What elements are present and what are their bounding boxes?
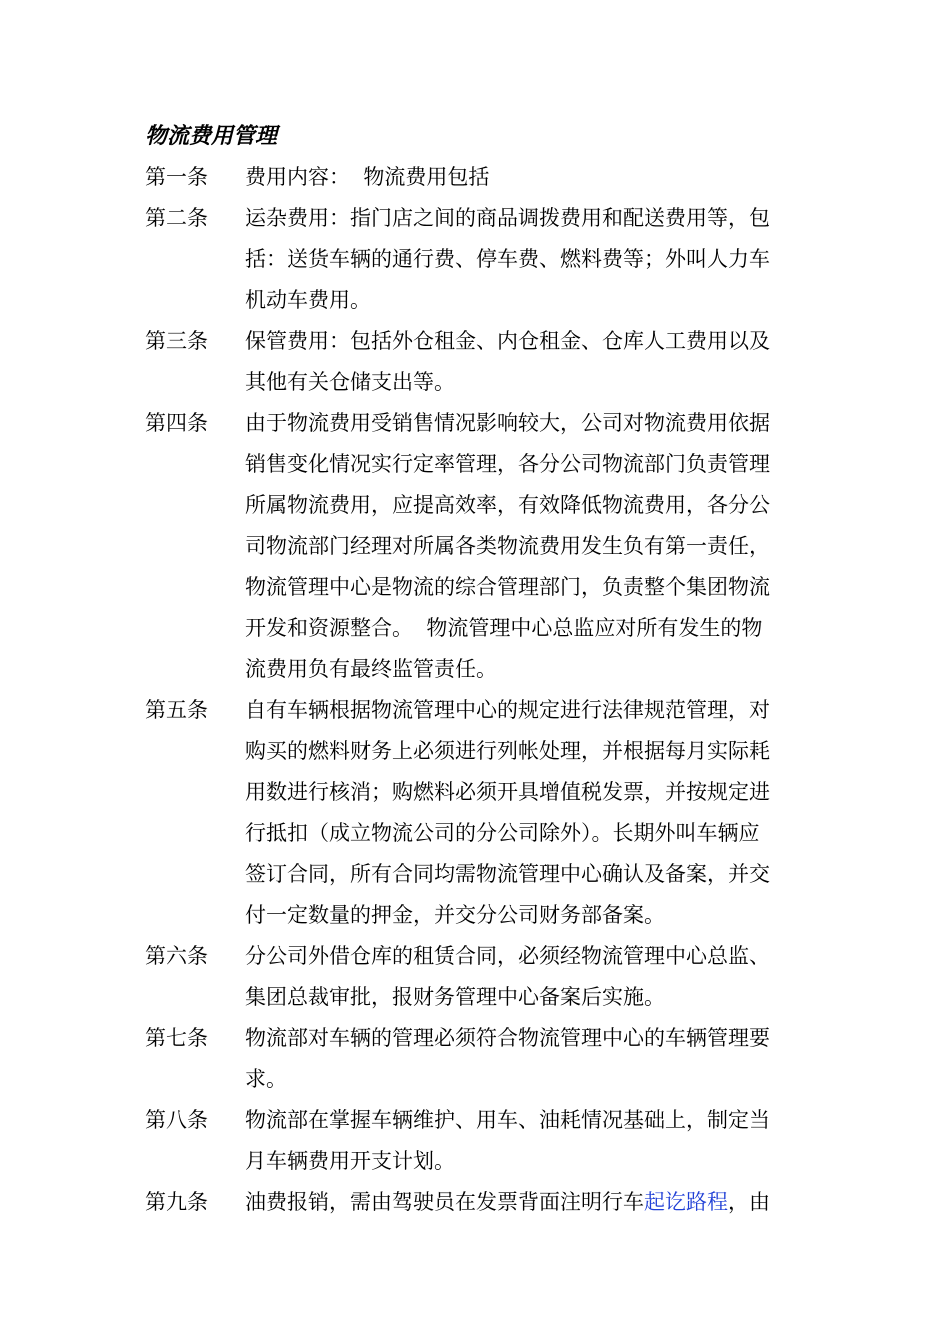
- article-number: 第六条: [145, 944, 208, 968]
- article-line: 用数进行核消；购燃料必须开具增值税发票，并按规定进: [245, 780, 770, 804]
- article-7: [145, 1018, 815, 1100]
- article-line: 销售变化情况实行定率管理，各分公司物流部门负责管理: [245, 452, 770, 476]
- article-line: 求。: [245, 1067, 287, 1091]
- article-line: 自有车辆根据物流管理中心的规定进行法律规范管理，对: [245, 698, 770, 722]
- article-line: 运杂费用：指门店之间的商品调拨费用和配送费用等，包: [245, 206, 770, 230]
- article-line: 购买的燃料财务上必须进行列帐处理，并根据每月实际耗: [245, 739, 770, 763]
- article-line: 分公司外借仓库的租赁合同，必须经物流管理中心总监、: [245, 944, 770, 968]
- article-line: 物流管理中心是物流的综合管理部门，负责整个集团物流: [245, 575, 770, 599]
- article-number: 第二条: [145, 206, 208, 230]
- article-line: 括：送货车辆的通行费、停车费、燃料费等；外叫人力车: [245, 247, 770, 271]
- article-line: 流费用负有最终监管责任。: [245, 657, 497, 681]
- article-number: 第一条: [145, 165, 208, 189]
- article-line: 开发和资源整合。 物流管理中心总监应对所有发生的物: [245, 616, 763, 640]
- article-line: 费用内容： 物流费用包括: [245, 165, 490, 189]
- route-link[interactable]: 起讫路程: [644, 1190, 728, 1214]
- article-body: [245, 321, 805, 403]
- article-1: [145, 157, 815, 198]
- article-line: 所属物流费用，应提高效率，有效降低物流费用，各分公: [245, 493, 770, 517]
- article-body: [245, 1018, 805, 1100]
- article-9: [145, 1182, 815, 1223]
- article-body: [245, 198, 805, 321]
- article-number: 第四条: [145, 411, 208, 435]
- article-2: [145, 198, 815, 321]
- article-line: 其他有关仓储支出等。: [245, 370, 455, 394]
- article-line: 付一定数量的押金，并交分公司财务部备案。: [245, 903, 665, 927]
- article-4: [145, 403, 815, 690]
- article-line: 月车辆费用开支计划。: [245, 1149, 455, 1173]
- document-title: 物流费用管理: [145, 124, 278, 149]
- article-body: [245, 690, 805, 936]
- article-line: 签订合同，所有合同均需物流管理中心确认及备案，并交: [245, 862, 770, 886]
- article-text: 油费报销，需由驾驶员在发票背面注明行车: [245, 1190, 644, 1214]
- article-line: 保管费用：包括外仓租金、内仓租金、仓库人工费用以及: [245, 329, 770, 353]
- article-line: 机动车费用。: [245, 288, 371, 312]
- article-line: 集团总裁审批，报财务管理中心备案后实施。: [245, 985, 665, 1009]
- article-number: 第七条: [145, 1026, 208, 1050]
- article-body: [245, 1182, 805, 1223]
- article-line: 行抵扣（成立物流公司的分公司除外）。长期外叫车辆应: [245, 821, 760, 845]
- article-3: [145, 321, 815, 403]
- article-6: [145, 936, 815, 1018]
- article-list: [145, 157, 815, 1223]
- article-number: 第三条: [145, 329, 208, 353]
- article-body: [245, 403, 805, 690]
- article-number: 第九条: [145, 1190, 208, 1214]
- article-number: 第八条: [145, 1108, 208, 1132]
- article-line: 物流部在掌握车辆维护、用车、油耗情况基础上，制定当: [245, 1108, 770, 1132]
- article-body: [245, 936, 805, 1018]
- article-body: [245, 157, 805, 198]
- article-number: 第五条: [145, 698, 208, 722]
- article-text: ，由: [728, 1190, 770, 1214]
- article-line: 司物流部门经理对所属各类物流费用发生负有第一责任，: [245, 534, 770, 558]
- article-body: [245, 1100, 805, 1182]
- article-line: 物流部对车辆的管理必须符合物流管理中心的车辆管理要: [245, 1026, 770, 1050]
- article-8: [145, 1100, 815, 1182]
- article-line: [245, 1182, 805, 1223]
- article-line: 由于物流费用受销售情况影响较大，公司对物流费用依据: [245, 411, 770, 435]
- article-5: [145, 690, 815, 936]
